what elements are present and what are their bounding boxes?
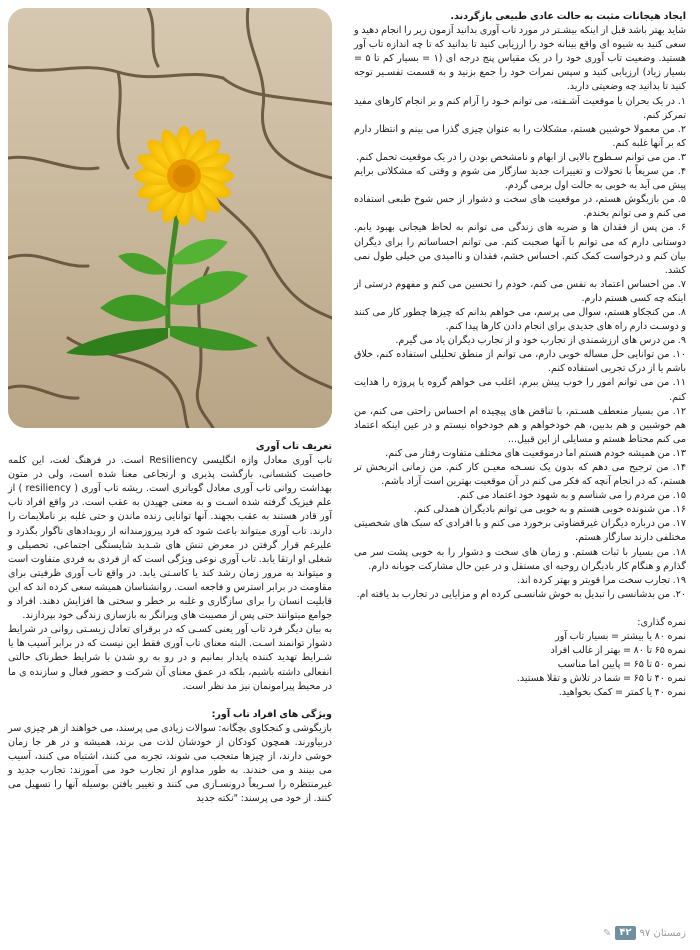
question-item: ۳. من می توانم سـطوح بالایی از ابهام و نامشخص بودن را در یک موقعیت تحمل کنم.	[356, 151, 686, 163]
issue-season: زمستان ۹۷	[639, 927, 686, 939]
question-item: ۱۱. من می توانم امور را خوب پیش ببرم، اغلب می خواهم گروه یا پروژه را هدایت کنم.	[354, 377, 686, 403]
definition-title: تعریف تاب آوری	[255, 441, 332, 452]
page-footer	[568, 924, 686, 942]
scoring-line: نمره ۵۰ تا ۶۵ = پایین اما مناسب	[557, 659, 686, 671]
question-item: ۱۴. من ترجیح می دهم که بدون یک نسـخه معیـن کار کنم. من زمانی اثربخش تر هستم، که در انجام آنچه که فکر می کنم در آن موقعیت بهترین است آزاد باشم.	[354, 462, 686, 488]
question-item: ۱۸. من بسیار با ثبات هستم. و زمان های سخت و دشوار را به خوبی پشت سر می گذارم و هنگام کار بادیگران روحیه ای مستقل و در عین حال مشارکت جویانه دارم.	[354, 546, 686, 572]
flower-photo	[8, 8, 332, 428]
paragraph-gap	[8, 694, 332, 708]
magazine-logo-icon: ✎	[602, 927, 612, 939]
question-item: ۲۰. من بدشانسی را تبدیل به خوش شانسـی کرده ام و مزایایی در تجارب بد یافته ام.	[356, 588, 686, 600]
question-item: ۱۹. تجارب سخت مرا قویتر و بهتر کرده اند.	[517, 574, 686, 586]
questionnaire-column	[354, 10, 686, 701]
question-item: ۱۷. من درباره دیگران غیرقضاوتی برخورد می کنم و با افرادی که سبک های شخصیتی مختلفی دارند سازگار هستم.	[354, 518, 686, 544]
scoring-line: نمره ۶۵ تا ۸۰ = بهتر از غالب افراد	[550, 645, 686, 657]
scoring-title: نمره گذاری:	[637, 616, 686, 628]
question-item: ۱۶. من شنونده خوبی هستم و به خوبی می توانم بادیگران همدلی کنم.	[413, 504, 686, 516]
intro-title: ایجاد هیجانات مثبت به حالت عادی طبیعی بازگردند.	[450, 11, 686, 22]
scoring-line: نمره ۸۰ یا بیشتر = بسیار تاب آور	[555, 631, 686, 643]
flower-in-cracked-soil-image	[8, 8, 332, 428]
features-title: ویژگی های افراد تاب آور:	[211, 708, 332, 720]
definition-column	[8, 440, 332, 806]
question-item: ۱۵. من مردم را می شناسم و به شهود خود اعتماد می کنم.	[456, 490, 686, 502]
page-number: ۴۲	[615, 926, 635, 940]
question-item: ۵. من بازیگوش هستم، در موقعیت های سخت و دشوار از حس شوخ طبعی استفاده می کنم و می توانم بخندم.	[354, 194, 686, 220]
features-text: بازیگوشی و کنجکاوی بچگانه: سوالات زیادی می پرسند، می خواهند از هر چیزی سر دربیاورند. همچون کودکان از خودشان لذت می برند، همیشه و در هر جا زمان خوشی دارند، از چیزها متعجب می شوند، تجربه می کنند، اشتباه می کنند، آسیب می بینند و می خندند. به طور مداوم از تجارب خود می آموزند: تجارب جدید و غیرمنتظره را سـریعاً درونسـازی می کنند و تغییر یافتن بوسیله آنها را تسهیل می کنند. از خود می پرسند: "نکته جدید	[8, 722, 332, 805]
question-item: ۱۳. من همیشه خودم هستم اما درموقعیت های مختلف متفاوت رفتار می کنم.	[385, 447, 686, 459]
question-item: ۹. من درس های ارزشمندی از تجارب خود و از تجارب دیگران یاد می گیرم.	[395, 335, 686, 347]
scoring-section	[354, 616, 686, 701]
question-item: ۲. من معمولا خوشبین هستم، مشکلات را به عنوان چیزی گذرا می بینم و انتظار دارم که بر آنها غلبه کنم.	[354, 123, 686, 149]
definition-text-2: به بیان دیگر فرد تاب آور یعنی کسـی که در برقرای تعادل زیسـتی روانی در شرایط دشوار توانمند اسـت. البته معنای تاب آوری فقط این نیست که در برابر آسیب ها یا شـرایط تهدید کننده پایدار بمانیم و در رو به رو شدن با شرایط خطرناک حالتی انفعالی داشته باشیم، بلکه در عمق معنای آن شرکت و حضور فعال و سازنده ی ما در محیط پیرامونمان نیز مد نظر است.	[8, 624, 332, 692]
definition-text: تاب آوری معادل واژه انگلیسی Resiliency است. در فرهنگ لغت، این کلمه خاصیت کشسانی، بازگشت پذیری و ارتجاعی معنا شده است، ولی در متون بهداشت روانی تاب آوری معادل گویاتری است. ریشه تاب آوری ( resiliency ) از علم فیزیک گرفته شده اسـت و به معنی جهیدن به عقب است. در واقع افراد تاب آور قادر هستند به عقب بجهند. آنها توانایی زنده ماندن و حتی غلبه بر ناملایمات را دارند. تاب آوری میتواند باعث شود که فرد پیروزمندانه از رویدادهای ناگوار بگذرد و علیرغم قرار گرفتن در معرض تنش های شـدید شایستگی اجتماعی، تحصیلی و شغلی او ارتقا یابد. تاب آوری نوعی ویژگی است که از فردی به فردی متفاوت است و میتواند به مرور زمان رشد کند یا کاسـتی یابد. در واقع تاب آوری ظرفیتی برای مقاومت در برابر استرس و فاجعه است. روانشناسان همیشه سعی کرده اند که این قابلیت انسان را برای سازگاری و غلبه بر خطر و سختی ها افزایش دهند. افراد و جوامع میتوانند حتی پس از مصیبت های ویرانگر به بازسازی زندگی خود بپردازند.	[8, 455, 332, 622]
scoring-line: نمره ۴۰ یا کمتر = کمک بخواهید.	[558, 687, 686, 699]
question-item: ۷. من احساس اعتماد به نفس می کنم، خودم را تحسین می کنم و مفهوم درستی از اینکه چه کسی هستم دارم.	[354, 278, 686, 304]
question-item: ۶. من پس از فقدان ها و ضربه های زندگی می توانم به لحاظ هیجانی بهبود یابم. دوستانی دارم که می توانم با آنها صحبت کنم. می توانم احساساتم را برای دیگران بیان کنم و درخواست کمک کنم. احساس خشم، فقدان و ناامیدی من خیلی طول نمی کشد.	[354, 222, 686, 276]
question-item: ۴. من سریعاً با تحولات و تغییرات جدید سازگار می شوم و وقتی که مشکلاتی برایم پیش می آید به خوبی به حالت اول برمی گردم.	[354, 166, 686, 192]
question-item: ۸. من کنجکاو هستم، سوال می پرسم، می خواهم بدانم که چیزها چطور کار می کنند و دوسـت دارم راه های جدیدی برای انجام دادن کارها پیدا کنم.	[354, 306, 686, 333]
question-item: ۱۲. من بسیار منعطف هسـتم، با تناقض های پیچیده ام احساس راحتی می کنم، من هم خوشبین و هم بدبین، هم خودخواهم و هم خودخواه نیستم و در عین اینکه اعتماد می کنم محتاط هستم و مسایلی از این قبیل...	[354, 405, 686, 445]
intro-text: شاید بهتر باشد قبل از اینکه بیشـتر در مورد تاب آوری بدانید آزمون زیر را انجام دهید و سعی کنید به شیوه ای واقع بینانه خود را ارزیابی کنید تا بدانید که تا چه اندازه تاب آور هستید. وضعیت تاب آوری خود را در یک مقیاس پنج درجه ای (۱ = بسیار کم تا ۵ = بسیار زیاد) ارزیابی کنید و سپس نمرات خود را جمع بزنید و به قسمت تفسـیر توجه کنید تا بدانید چه وضعیتی دارید.	[354, 25, 686, 93]
question-item: ۱۰. من توانایی حل مساله خوبی دارم، می توانم از منطق تحلیلی استفاده کنم، خلاق باشم یا از درک تجربی استفاده کنم.	[354, 349, 686, 375]
question-item: ۱. در یک بحران یا موقعیت آشـفته، می توانم خـود را آرام کنم و بر انجام کارهای مفید تمرکز کنم.	[354, 95, 686, 121]
scoring-line: نمره ۴۰ تا ۶۵ = شما در تلاش و تقلا هستید.	[516, 673, 686, 685]
